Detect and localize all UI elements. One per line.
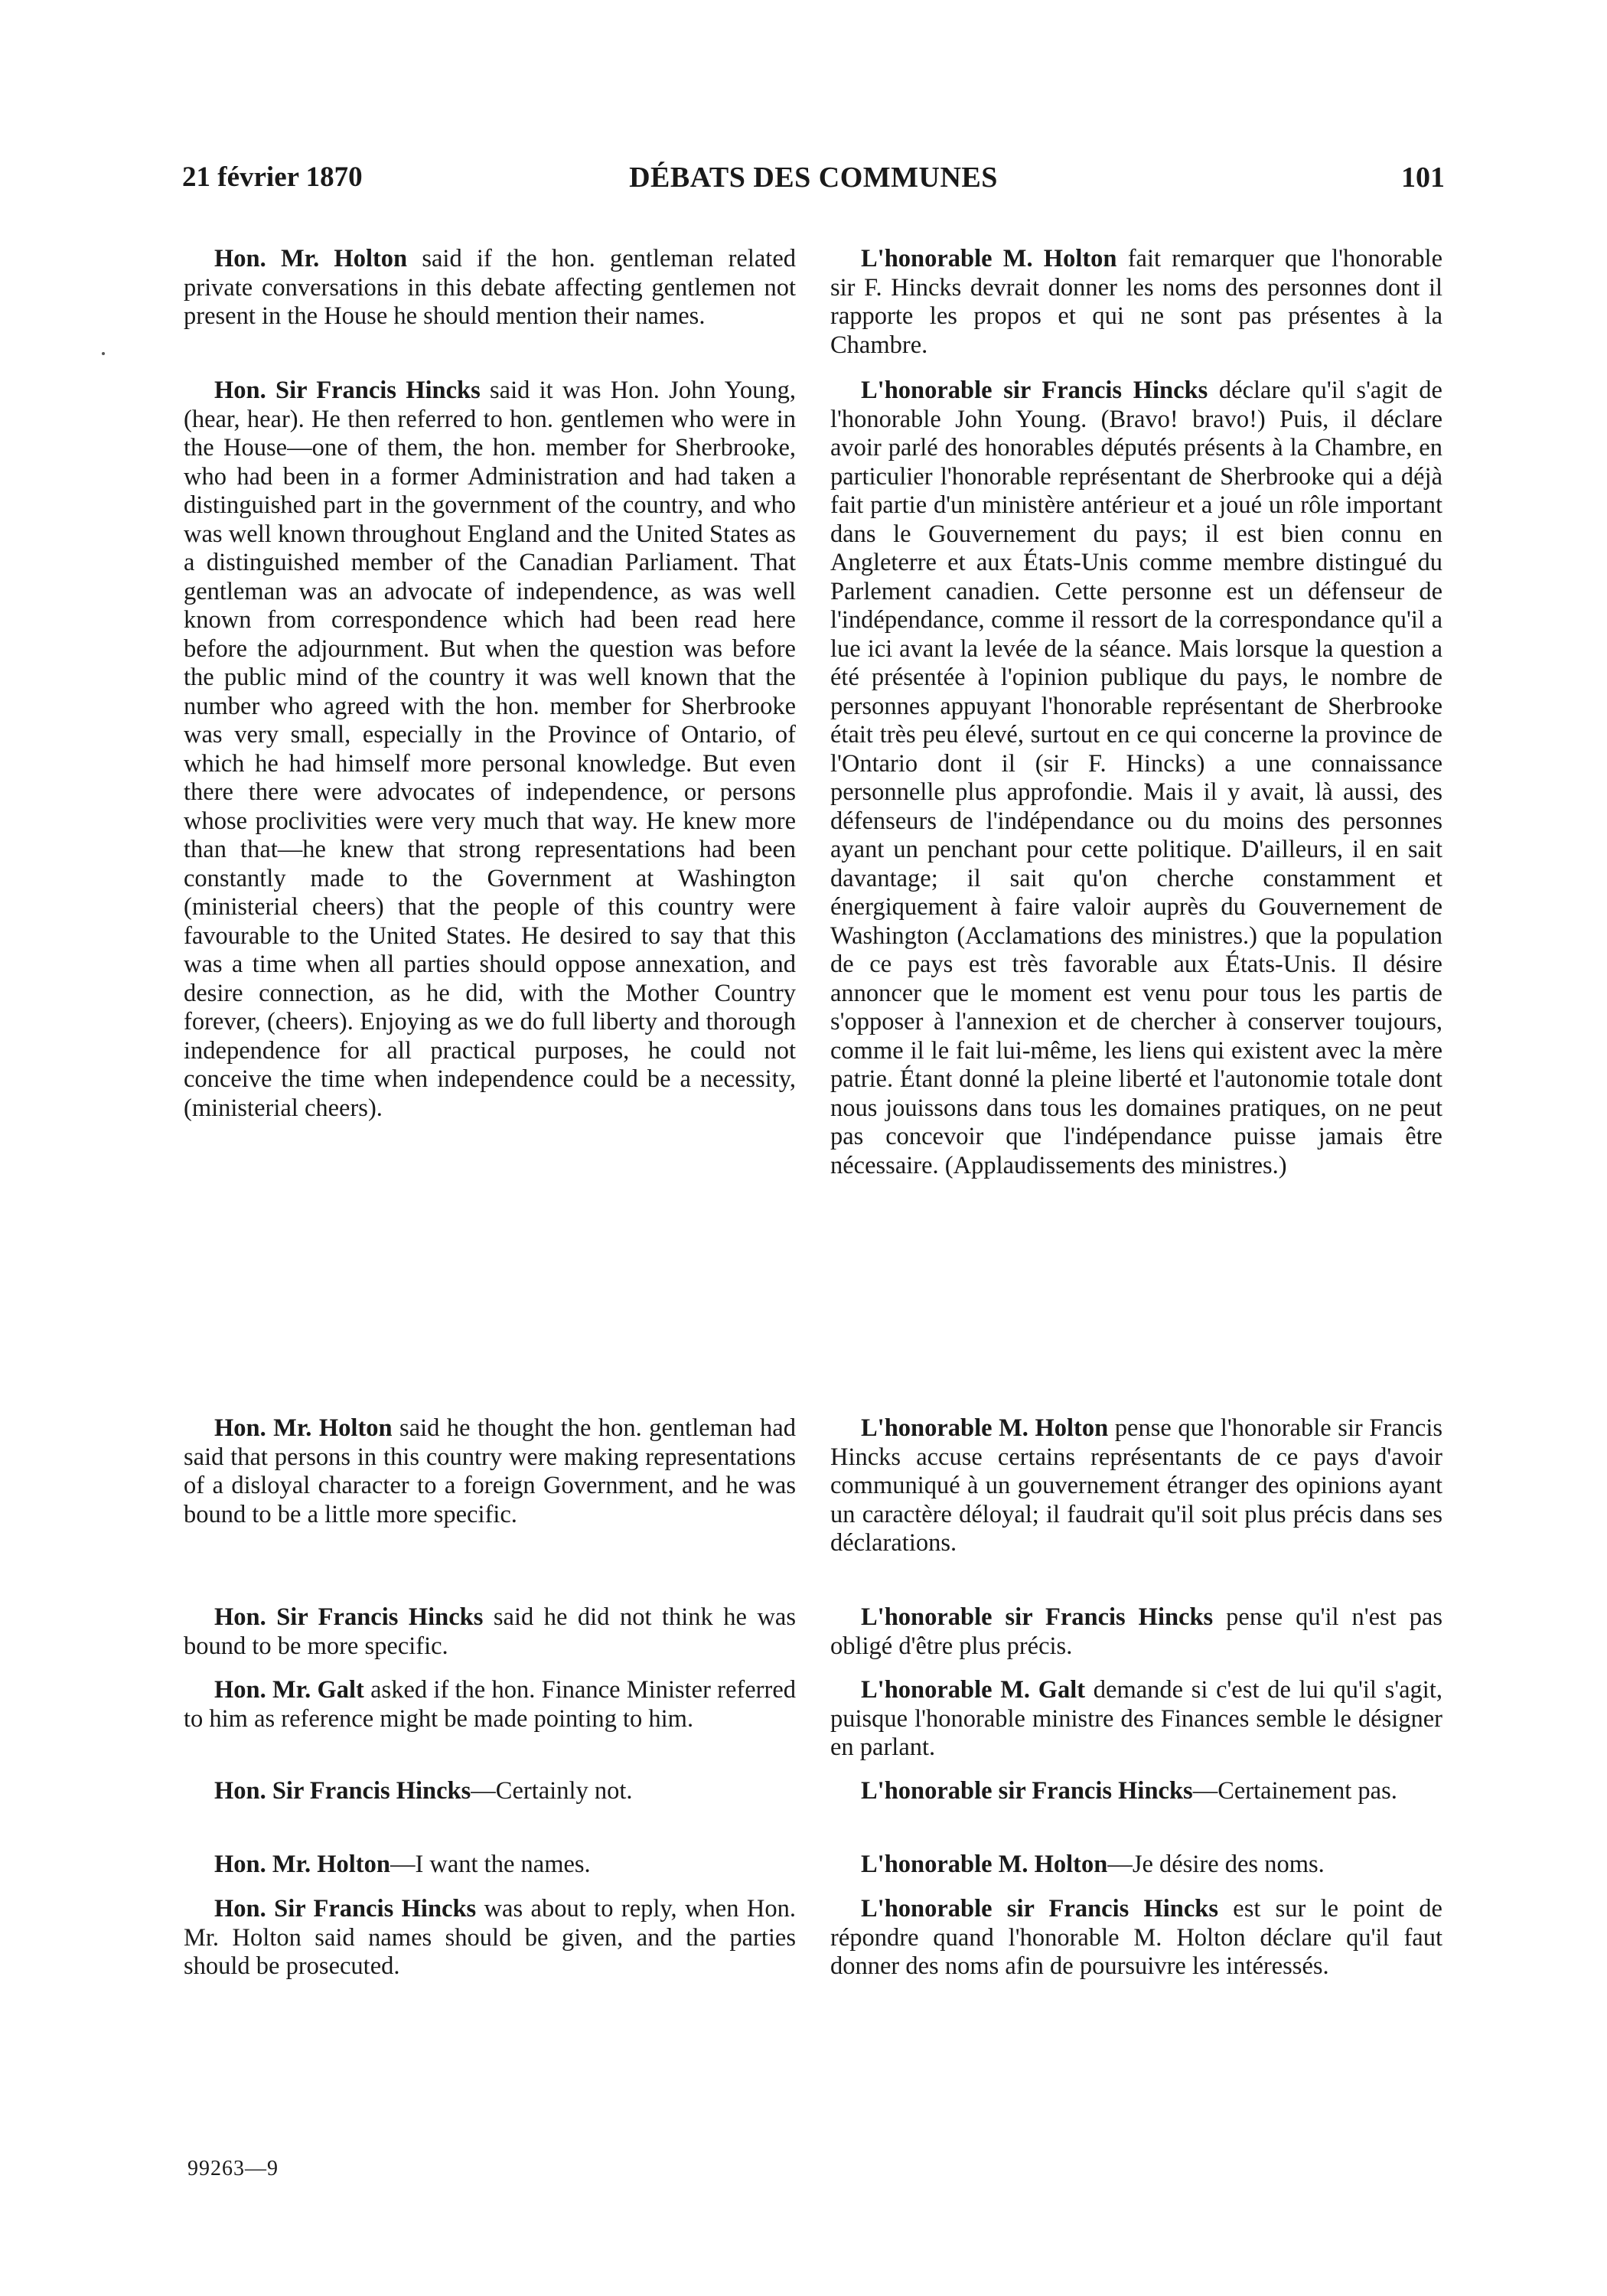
fr-paragraph-5	[830, 1676, 1442, 1763]
page-header	[182, 161, 1445, 207]
paragraph-text: —Certainly not.	[471, 1777, 633, 1805]
en-paragraph-7	[184, 1851, 796, 1880]
paragraph-text: said it was Hon. John Young, (hear, hear). He then referred to hon. gentlemen who were in the House—one of them, the hon. member for Sherbrooke, who had been in a former Administration and had taken a distinguished part in the government of the country, and who was well known throughout England and the United States as a distinguished member of the Canadian Parliament. That gentleman was an advocate of independence, as was well known from correspondence which had been read here before the adjournment. But when the question was before the public mind of the country it was well known that the number who agreed with the hon. member for Sherbrooke was very small, especially in the Province of Ontario, of which he had himself more personal knowledge. But even there there were advocates of independence, or persons whose proclivities were very much that way. He knew more than that—he knew that strong representations had been constantly made to the Government at Washington (ministerial cheers) that the people of this country were favourable to the United States. He desired to say that this was a time when all parties should oppose annexation, and desire connection, as he did, with the Mother Country forever, (cheers). Enjoying as we do full liberty and thorough independence for all practical purposes, he could not conceive the time when independence could be a necessity, (ministerial cheers).	[184, 377, 796, 1122]
paragraph-text: was about to reply, when Hon. Mr. Holton said names should be given, and the parties should be prosecuted.	[184, 1895, 796, 1980]
header-date: 21 février 1870	[182, 161, 363, 193]
en-paragraph-5	[184, 1676, 796, 1733]
speaker-name: Hon. Mr. Holton	[214, 1414, 393, 1442]
speaker-name: Hon. Sir Francis Hincks	[214, 1603, 484, 1631]
paragraph-text: déclare qu'il s'agit de l'honorable John Young. (Bravo! bravo!) Puis, il déclare avoir parlé des honorables députés présents à la Chambre, en particulier l'honorable représentant de Sherbrooke qui a déjà fait partie d'un ministère antérieur et a joué un rôle important dans le Gouvernement du pays; il est bien connu en Angleterre et aux États-Unis comme membre distingué du Parlement canadien. Cette personne est un défenseur de l'indépendance, comme il ressort de la correspondance qu'il a lue ici avant la levée de la séance. Mais lorsque la question a été présentée à l'opinion publique du pays, le nombre de personnes appuyant l'honorable représentant de Sherbrooke était très peu élevé, surtout en ce qui concerne la province de l'Ontario dont il (sir F. Hincks) a une connaissance personnelle plus approfondie. Mais il y avait, là aussi, des défenseurs de l'indépendance ou du moins des personnes ayant un penchant pour cette politique. D'ailleurs, il en sait davantage; il sait qu'on cherche constamment et énergiquement à faire valoir auprès du Gouvernement de Washington (Acclamations des ministres.) que la population de ce pays est très favorable aux États-Unis. Il désire annoncer que le moment est venu pour tous les partis de s'opposer à l'annexion et de chercher à conserver toujours, comme il le fait lui-même, les liens qui existent avec la mère patrie. Étant donné la pleine liberté et l'autonomie totale dont nous jouissons dans tous les domaines pratiques, on ne peut pas concevoir que l'indépendance puisse jamais être nécessaire. (Applaudissements des ministres.)	[830, 377, 1442, 1179]
paragraph-text: demande si c'est de lui qu'il s'agit, puisque l'honorable ministre des Finances semble le désigner en parlant.	[830, 1676, 1442, 1761]
fr-paragraph-4	[830, 1603, 1442, 1661]
print-speck	[102, 352, 105, 355]
speaker-name: Hon. Sir Francis Hincks	[214, 1895, 477, 1923]
fr-paragraph-2	[830, 377, 1442, 1180]
page-number: 101	[1401, 161, 1445, 194]
speaker-name: L'honorable sir Francis Hincks	[861, 1603, 1214, 1631]
speaker-name: Hon. Mr. Galt	[214, 1676, 364, 1704]
en-paragraph-6	[184, 1777, 796, 1806]
paragraph-text: —Je désire des noms.	[1107, 1851, 1325, 1878]
speaker-name: L'honorable sir Francis Hincks	[861, 1895, 1219, 1923]
fr-paragraph-7	[830, 1851, 1442, 1880]
en-paragraph-8	[184, 1895, 796, 1981]
fr-paragraph-3	[830, 1414, 1442, 1558]
en-paragraph-3	[184, 1414, 796, 1529]
header-title: DÉBATS DES COMMUNES	[629, 161, 998, 194]
speaker-name: Hon. Sir Francis Hincks	[214, 377, 481, 404]
paragraph-text: said if the hon. gentleman related private conversations in this debate affecting gentlemen not present in the House he should mention their names.	[184, 245, 796, 330]
speaker-name: Hon. Mr. Holton	[214, 245, 408, 272]
paragraph-text: est sur le point de répondre quand l'honorable M. Holton déclare qu'il faut donner des noms afin de poursuivre les intéressés.	[830, 1895, 1442, 1980]
paragraph-text: said he did not think he was bound to be more specific.	[184, 1603, 796, 1660]
en-paragraph-4	[184, 1603, 796, 1661]
fr-paragraph-6	[830, 1777, 1442, 1806]
speaker-name: Hon. Mr. Holton	[214, 1851, 390, 1878]
en-paragraph-1	[184, 245, 796, 331]
speaker-name: L'honorable sir Francis Hincks	[861, 1777, 1193, 1805]
speaker-name: L'honorable M. Holton	[861, 1851, 1108, 1878]
speaker-name: L'honorable M. Holton	[861, 1414, 1109, 1442]
paragraph-text: —Certainement pas.	[1192, 1777, 1397, 1805]
fr-paragraph-1	[830, 245, 1442, 360]
paragraph-text: asked if the hon. Finance Minister referred to him as reference might be made pointing to him.	[184, 1676, 796, 1733]
footer-print-code: 99263—9	[187, 2157, 279, 2180]
paragraph-text: fait remarquer que l'honorable sir F. Hincks devrait donner les noms des personnes dont il rapporte les propos et qui ne sont pas présentes à la Chambre.	[830, 245, 1442, 359]
speaker-name: L'honorable sir Francis Hincks	[861, 377, 1208, 404]
paragraph-text: pense que l'honorable sir Francis Hincks accuse certains représentants de ce pays d'avoir communiqué à un gouvernement étranger des opinions ayant un caractère déloyal; il faudrait qu'il soit plus précis dans ses déclarations.	[830, 1414, 1443, 1557]
fr-paragraph-8	[830, 1895, 1442, 1981]
speaker-name: Hon. Sir Francis Hincks	[214, 1777, 471, 1805]
paragraph-text: pense qu'il n'est pas obligé d'être plus précis.	[830, 1603, 1442, 1660]
speaker-name: L'honorable M. Holton	[861, 245, 1117, 272]
en-paragraph-2	[184, 377, 796, 1123]
paragraph-text: —I want the names.	[390, 1851, 591, 1878]
speaker-name: L'honorable M. Galt	[861, 1676, 1086, 1704]
paragraph-text: said he thought the hon. gentleman had said that persons in this country were making representations of a disloyal character to a foreign Government, and he was bound to be a little more specific.	[184, 1414, 796, 1528]
